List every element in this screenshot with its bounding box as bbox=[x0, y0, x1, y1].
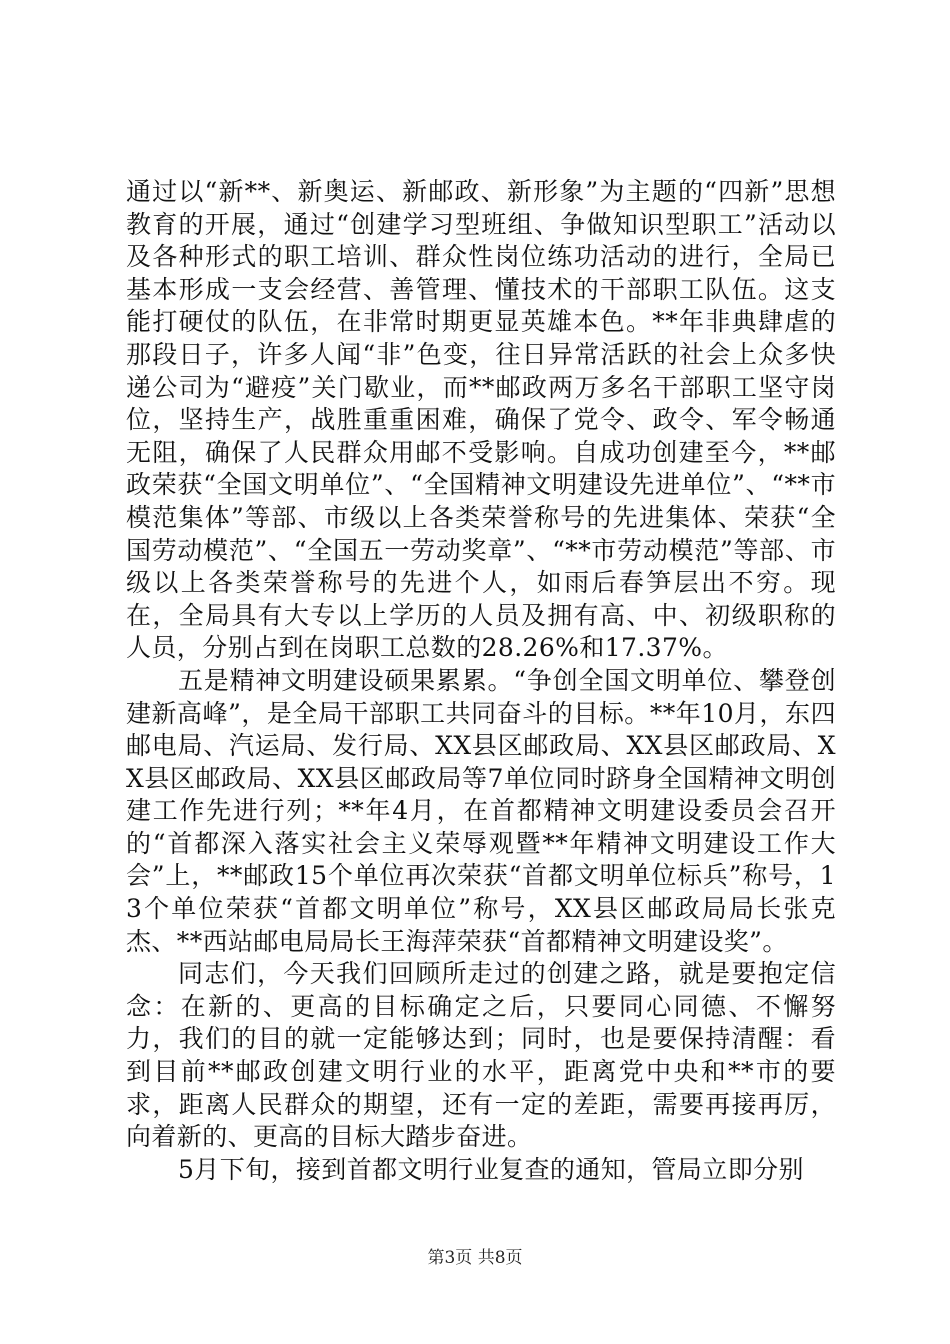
paragraph-2: 五是精神文明建设硕果累累。“争创全国文明单位、攀登创建新高峰”，是全局干部职工共同奋斗的目标。**年10月，东四邮电局、汽运局、发行局、XX县区邮政局、XX县区邮政局、XX县区邮政局、XX县区邮政局等7单位同时跻身全国精神文明创建工作先进行列；**年4月，在首都精神文明建设委员会召开的“首都深入落实社会主义荣辱观暨**年精神文明建设工作大会”上，**邮政15个单位再次荣获“首都文明单位标兵”称号，13个单位荣获“首都文明单位”称号，XX县区邮政局局长张克杰、**西站邮电局局长王海萍荣获“首都精神文明建设奖”。 bbox=[126, 665, 836, 956]
paragraph-1: 通过以“新**、新奥运、新邮政、新形象”为主题的“四新”思想教育的开展，通过“创建学习型班组、争做知识型职工”活动以及各种形式的职工培训、群众性岗位练功活动的进行，全局已基本形成一支会经营、善管理、懂技术的干部职工队伍。这支能打硬仗的队伍，在非常时期更显英雄本色。**年非典肆虐的那段日子，许多人闻“非”色变，往日异常活跃的社会上众多快递公司为“避疫”关门歇业，而**邮政两万多名干部职工坚守岗位，坚持生产，战胜重重困难，确保了党令、政令、军令畅通无阻，确保了人民群众用邮不受影响。自成功创建至今，**邮政荣获“全国文明单位”、“全国精神文明建设先进单位”、“**市模范集体”等部、市级以上各类荣誉称号的先进集体、荣获“全国劳动模范”、“全国五一劳动奖章”、“**市劳动模范”等部、市级以上各类荣誉称号的先进个人，如雨后春笋层出不穷。现在，全局具有大专以上学历的人员及拥有高、中、初级职称的人员，分别占到在岗职工总数的28.26%和17.37%。 bbox=[126, 177, 836, 663]
page-footer: 第3页 共8页 bbox=[427, 1248, 523, 1268]
document-body bbox=[126, 176, 836, 1186]
paragraph-4: 5月下旬，接到首都文明行业复查的通知，管局立即分别 bbox=[178, 1154, 804, 1184]
paragraph-3: 同志们，今天我们回顾所走过的创建之路，就是要抱定信念：在新的、更高的目标确定之后，只要同心同德、不懈努力，我们的目的就一定能够达到；同时，也是要保持清醒：看到目前**邮政创建文明行业的水平，距离党中央和**市的要求，距离人民群众的期望，还有一定的差距，需要再接再厉，向着新的、更高的目标大踏步奋进。 bbox=[126, 959, 836, 1152]
